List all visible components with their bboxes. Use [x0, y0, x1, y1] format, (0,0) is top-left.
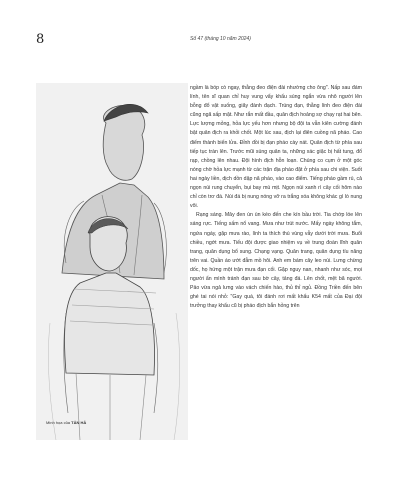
- article-body: [190, 84, 362, 311]
- illustration: [36, 83, 188, 440]
- page-number: 8: [36, 32, 45, 47]
- caption-prefix: Minh họa của: [46, 420, 71, 425]
- article-paragraph: ngầm là bóp cò ngay, thằng đeo điện đài nhường cho ông". Nấp sau đám lính, tên sĩ quan chỉ huy vung vẩy khẩu súng ngắn vừa nhô người lên bỗng đổ vật xuống, giãy đành đạch. Trúng đạn, thằng lính đeo điện đài cũng ngã sấp mặt. Như rắn mất đầu, quân địch hoảng sợ chạy rạt hai bên. Lực lượng mỏng, hỏa lực yếu hơn nhưng bộ đội ta vẫn kiên cường đánh bật quân địch ra khỏi chốt. Một lúc sau, địch lại điên cuồng nã pháo. Cao điểm thành biển lửa. Đỉnh đồi bị đạn pháo cày nát. Quân địch từ phía sau tiếp tục tràn lên. Trước mũi súng quân ta, những xác giặc bị hất tung, đổ rạp, chồng lên nhau. Đội hình địch hỗn loạn. Chúng co cụm ở một góc nóng chờ hỏa lực mạnh từ các trận địa pháo đặt ở phía sau chi viện. Suốt hai ngày liền, dịch dồn dập nã pháo, vào cao điểm. Tiếng pháo gầm rú, cả ngọn núi rung chuyển, bụi bay mù mịt. Ngọn núi xanh rì cây cối hôm nào chỉ còn trơ đá. Núi đá bị nung nóng vỡ ra trắng xóa không khác gì lò nung vôi.: [190, 85, 362, 210]
- illustration-caption: [46, 420, 86, 425]
- caption-artist: TÂN HẢ: [71, 420, 87, 425]
- illustration-drawing: [36, 83, 188, 440]
- article-paragraph: Rạng sáng. Mây đen ùn ùn kéo đến che kín bầu trời. Tia chớp lóe lên sáng rực. Tiếng sấm nổ vang. Mưa như trút nước. Mấy ngày không tắm, ngứa ngáy, gặp mưa rào, lính ta thích thú vùng vẫy dưới trời mưa. Buổi chiều, ngớt mưa. Tiểu đội được giao nhiệm vụ về trung đoàn lĩnh quân trang, quân dụng bổ sung. Chạng vạng. Quân trang, quân dụng tíu năng trên vai. Quần áo ướt đẫm mồ hôi. Anh em bám cây leo núi. Lưng chừng dốc, họ hứng một trận mưa đạn cối. Gặp nguy nan, nhanh như sóc, mọi người ẩn mình tránh đạn sau bờ cây, tảng đá. Lên chốt, mệt bã người. Pảo vừa ngả lưng vào vách chiến hào, thủ thỉ ngủ. Đồng Triền đến bên ghé tai nói nhỏ: "Gay quá, tôi đánh rơi mất khẩu K54 mất của Đại đội trưởng thay khẩu cũ bị pháo địch bắn hỏng trên: [190, 212, 362, 310]
- issue-header: Số 47 (tháng 10 năm 2024): [190, 36, 251, 42]
